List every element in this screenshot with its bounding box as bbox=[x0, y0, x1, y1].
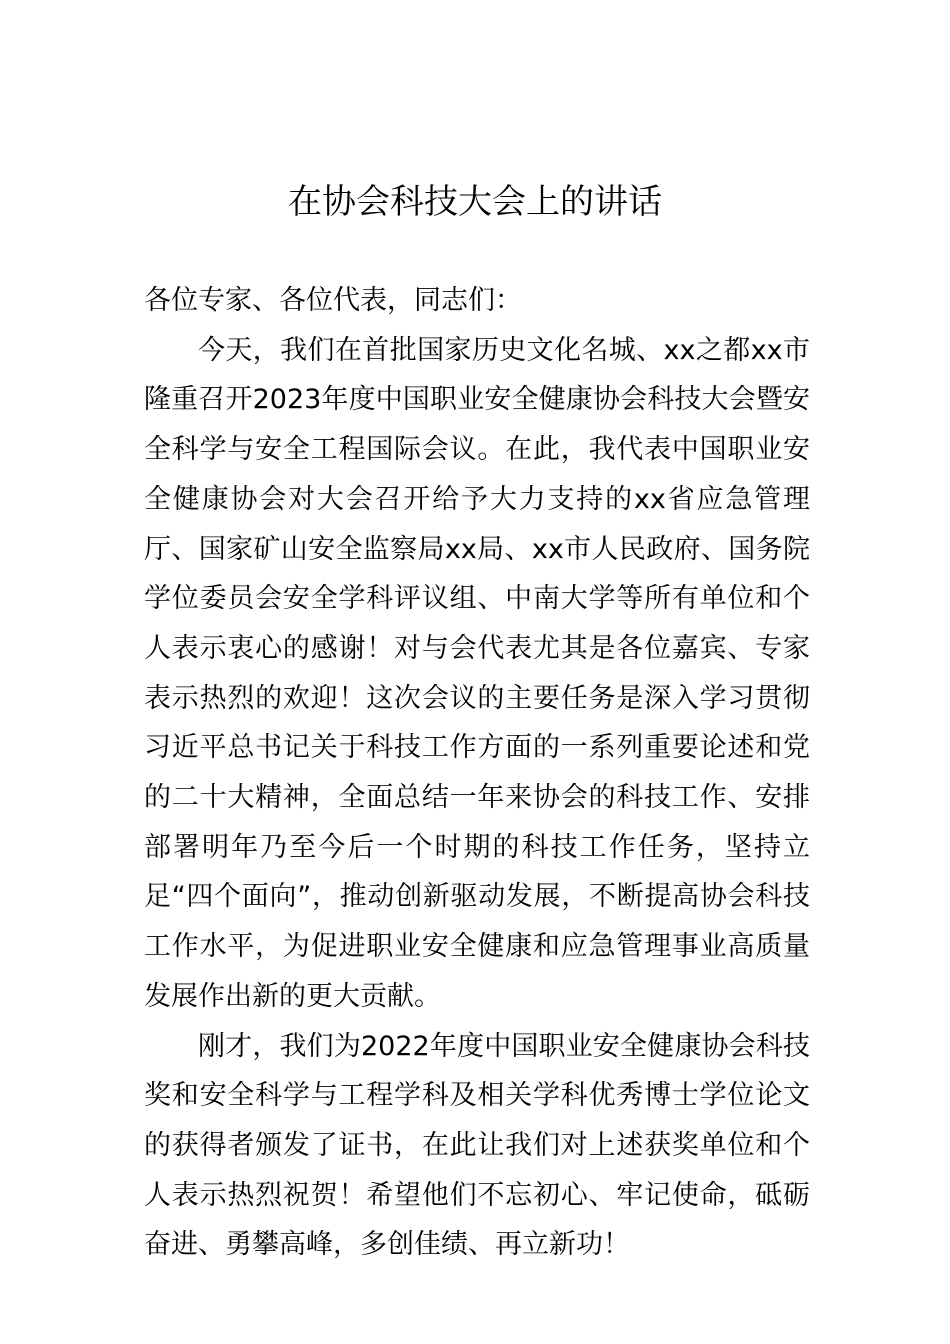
document-body bbox=[144, 276, 810, 1270]
paragraph-opening: 今天，我们在首批国家历史文化名城、xx之都xx市隆重召开2023年度中国职业安全健康协会科技大会暨安全科学与安全工程国际会议。在此，我代表中国职业安全健康协会对大会召开给予大力支持的xx省应急管理厅、国家矿山安全监察局xx局、xx市人民政府、国务院学位委员会安全学科评议组、中南大学等所有单位和个人表示衷心的感谢！对与会代表尤其是各位嘉宾、专家表示热烈的欢迎！这次会议的主要任务是深入学习贯彻习近平总书记关于科技工作方面的一系列重要论述和党的二十大精神，全面总结一年来协会的科技工作、安排部署明年乃至今后一个时期的科技工作任务，坚持立足“四个面向”，推动创新驱动发展，不断提高协会科技工作水平，为促进职业安全健康和应急管理事业高质量发展作出新的更大贡献。 bbox=[144, 334, 810, 1012]
salutation: 各位专家、各位代表，同志们： bbox=[144, 285, 522, 316]
paragraph-awards: 刚才，我们为2022年度中国职业安全健康协会科技奖和安全科学与工程学科及相关学科优秀博士学位论文的获得者颁发了证书，在此让我们对上述获奖单位和个人表示热烈祝贺！希望他们不忘初心、牢记使命，砥砺奋进、勇攀高峰，多创佳绩、再立新功！ bbox=[144, 1030, 810, 1261]
document-title: 在协会科技大会上的讲话 bbox=[288, 182, 662, 222]
